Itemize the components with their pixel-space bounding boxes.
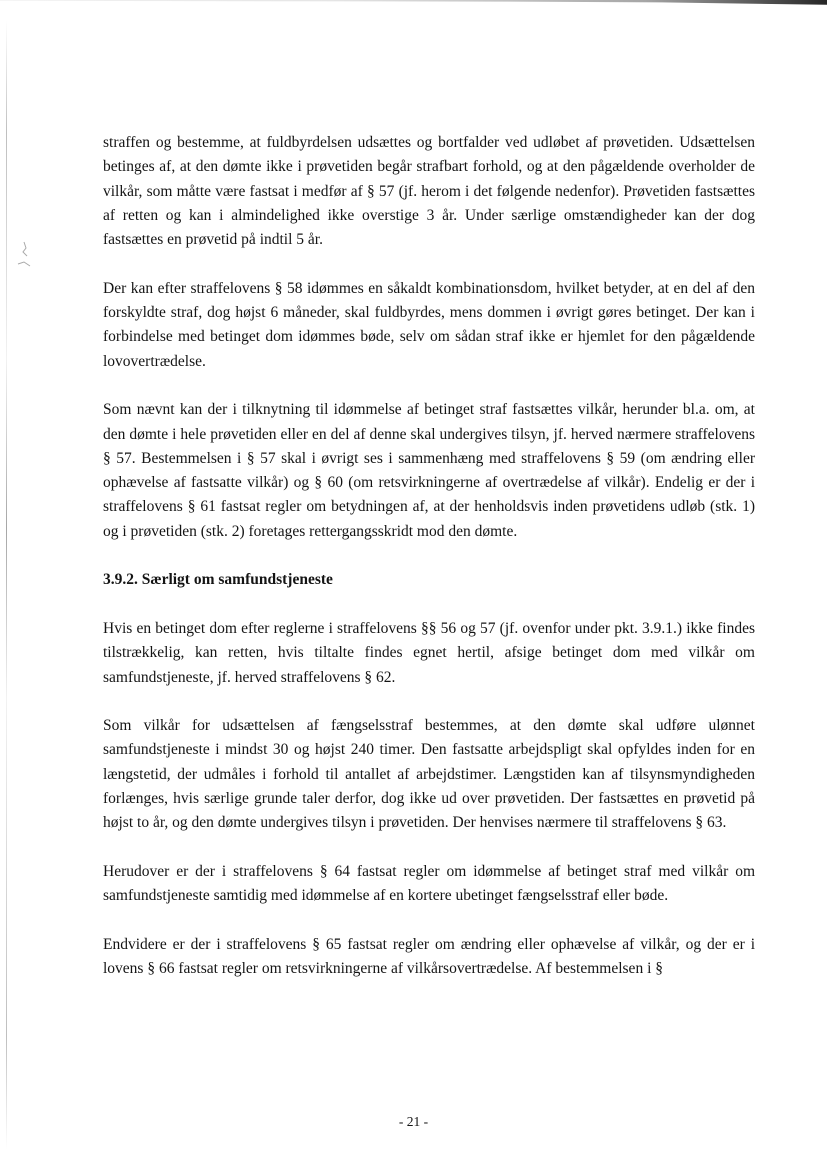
paragraph: Hvis en betinget dom efter reglerne i straffelovens §§ 56 og 57 (jf. ovenfor under pkt. 3.9.1.) ikke findes tilstrækkelig, kan retten, hvis tiltalte findes egnet hertil, afsige betinget dom med vilkår om samfundstjeneste, jf. herved straffelovens § 62. <box>103 619 755 686</box>
scan-edge-shadow <box>0 0 827 8</box>
document-body <box>103 131 755 1006</box>
paragraph: Som nævnt kan der i tilknytning til idømmelse af betinget straf fastsættes vilkår, herunder bl.a. om, at den dømte i hele prøvetiden eller en del af denne skal undergives tilsyn, jf. herved nærmere straffelovens § 57. Bestemmelsen i § 57 skal i øvrigt ses i sammenhæng med straffelovens § 59 (om ændring eller ophævelse af fastsatte vilkår) og § 60 (om retsvirkningerne af overtrædelse af vilkår). Endelig er der i straffelovens § 61 fastsat regler om betydningen af, at der henholdsvis inden prøvetidens udløb (stk. 1) og i prøvetiden (stk. 2) foretages rettergangsskridt mod den dømte. <box>103 401 755 540</box>
paragraph: Der kan efter straffelovens § 58 idømmes en såkaldt kombinationsdom, hvilket betyder, at en del af den forskyldte straf, dog højst 6 måneder, skal fuldbyrdes, mens dommen i øvrigt gøres betinget. Der kan i forbindelse med betinget dom idømmes bøde, selv om sådan straf ikke er hjemlet for den pågældende lovovertrædelse. <box>103 279 755 370</box>
scan-speck-mark <box>14 240 32 270</box>
paragraph: Som vilkår for udsættelsen af fængselsstraf bestemmes, at den dømte skal udføre ulønnet samfundstjeneste i mindst 30 og højst 240 timer. Den fastsatte arbejdspligt skal opfyldes inden for en længstetid, der udmåles i forhold til antallet af arbejdstimer. Længstiden kan af tilsynsmyndigheden forlænges, hvis særlige grunde taler derfor, dog ikke ud over prøvetiden. Der fastsættes en prøvetid på højst to år, og den dømte undergives tilsyn i prøvetiden. Der henvises nærmere til straffelovens § 63. <box>103 717 755 832</box>
paragraph: straffen og bestemme, at fuldbyrdelsen udsættes og bortfalder ved udløbet af prøvetiden. Udsættelsen betinges af, at den dømte ikke i prøvetiden begår strafbart forhold, og at den pågældende overholder de vilkår, som måtte være fastsat i medfør af § 57 (jf. herom i det følgende nedenfor). Prøvetiden fastsættes af retten og kan i almindelighed ikke overstige 3 år. Under særlige omstændigheder kan der dog fastsættes en prøvetid på indtil 5 år. <box>103 134 755 249</box>
scan-left-border <box>6 20 7 1150</box>
paragraph: Herudover er der i straffelovens § 64 fastsat regler om idømmelse af betinget straf med vilkår om samfundstjeneste samtidig med idømmelse af en kortere ubetinget fængselsstraf eller bøde. <box>103 862 755 905</box>
page-number: - 21 - <box>398 1114 429 1129</box>
paragraph: Endvidere er der i straffelovens § 65 fastsat regler om ændring eller ophævelse af vilkår, og der er i lovens § 66 fastsat regler om retsvirkningerne af vilkårsovertrædelse. Af bestemmelsen i § <box>103 935 755 978</box>
section-heading: 3.9.2. Særligt om samfundstjeneste <box>103 571 333 589</box>
